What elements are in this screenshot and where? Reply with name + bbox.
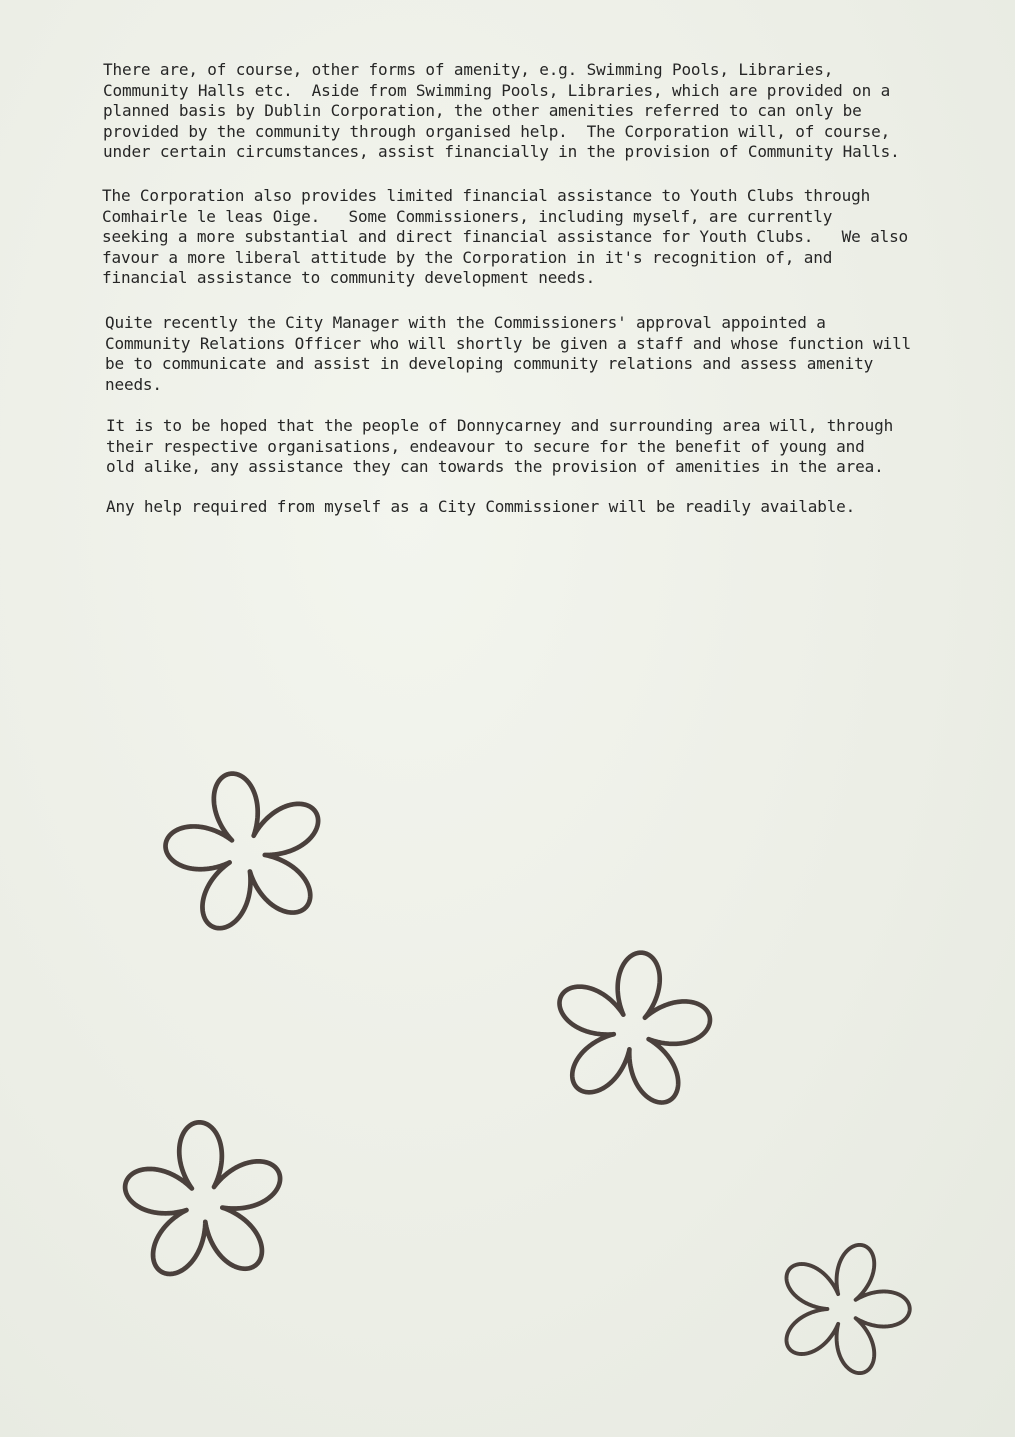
text-line: There are, of course, other forms of amenity, e.g. Swimming Pools, Libraries,: [103, 60, 834, 79]
text-line: their respective organisations, endeavour to secure for the benefit of young and: [106, 436, 865, 456]
text-line: financial assistance to community development needs.: [102, 268, 596, 288]
paragraph-closing: [106, 497, 855, 518]
text-line: be to communicate and assist in developing community relations and assess amenity: [105, 354, 874, 374]
paragraph-community-relations: [105, 313, 911, 395]
text-line: under certain circumstances, assist financially in the provision of Community Halls.: [103, 142, 900, 162]
flower-icon: [118, 1112, 290, 1294]
text-line: planned basis by Dublin Corporation, the other amenities referred to can only be: [103, 101, 862, 121]
text-line: favour a more liberal attitude by the Corporation in it's recognition of, and: [102, 247, 833, 267]
text-line: seeking a more substantial and direct financial assistance for Youth Clubs. We also: [102, 227, 909, 247]
text-line: Community Halls etc. Aside from Swimming Pools, Libraries, which are provided on a: [103, 80, 891, 100]
text-line: Comhairle le leas Oige. Some Commissioners, including myself, are currently: [102, 206, 833, 226]
text-line: provided by the community through organised help. The Corporation will, of course,: [103, 121, 891, 141]
paragraph-amenities: [103, 60, 900, 163]
text-line: old alike, any assistance they can towards the provision of amenities in the area.: [106, 457, 884, 477]
flower-icon: [772, 1236, 914, 1382]
text-line: Community Relations Officer who will shortly be given a staff and whose function will: [105, 333, 912, 353]
text-line: It is to be hoped that the people of Donnycarney and surrounding area will, through: [106, 416, 894, 435]
text-line: needs.: [105, 374, 162, 394]
text-line: Quite recently the City Manager with the Commissioners' approval appointed a: [105, 313, 826, 332]
paragraph-youth-clubs: [102, 186, 908, 289]
flower-icon: [160, 762, 332, 944]
paragraph-donnycarney: [106, 416, 893, 478]
text-line: The Corporation also provides limited financial assistance to Youth Clubs through: [102, 186, 871, 205]
text-line: Any help required from myself as a City Commissioner will be readily available.: [106, 497, 856, 516]
flower-icon: [548, 942, 716, 1120]
